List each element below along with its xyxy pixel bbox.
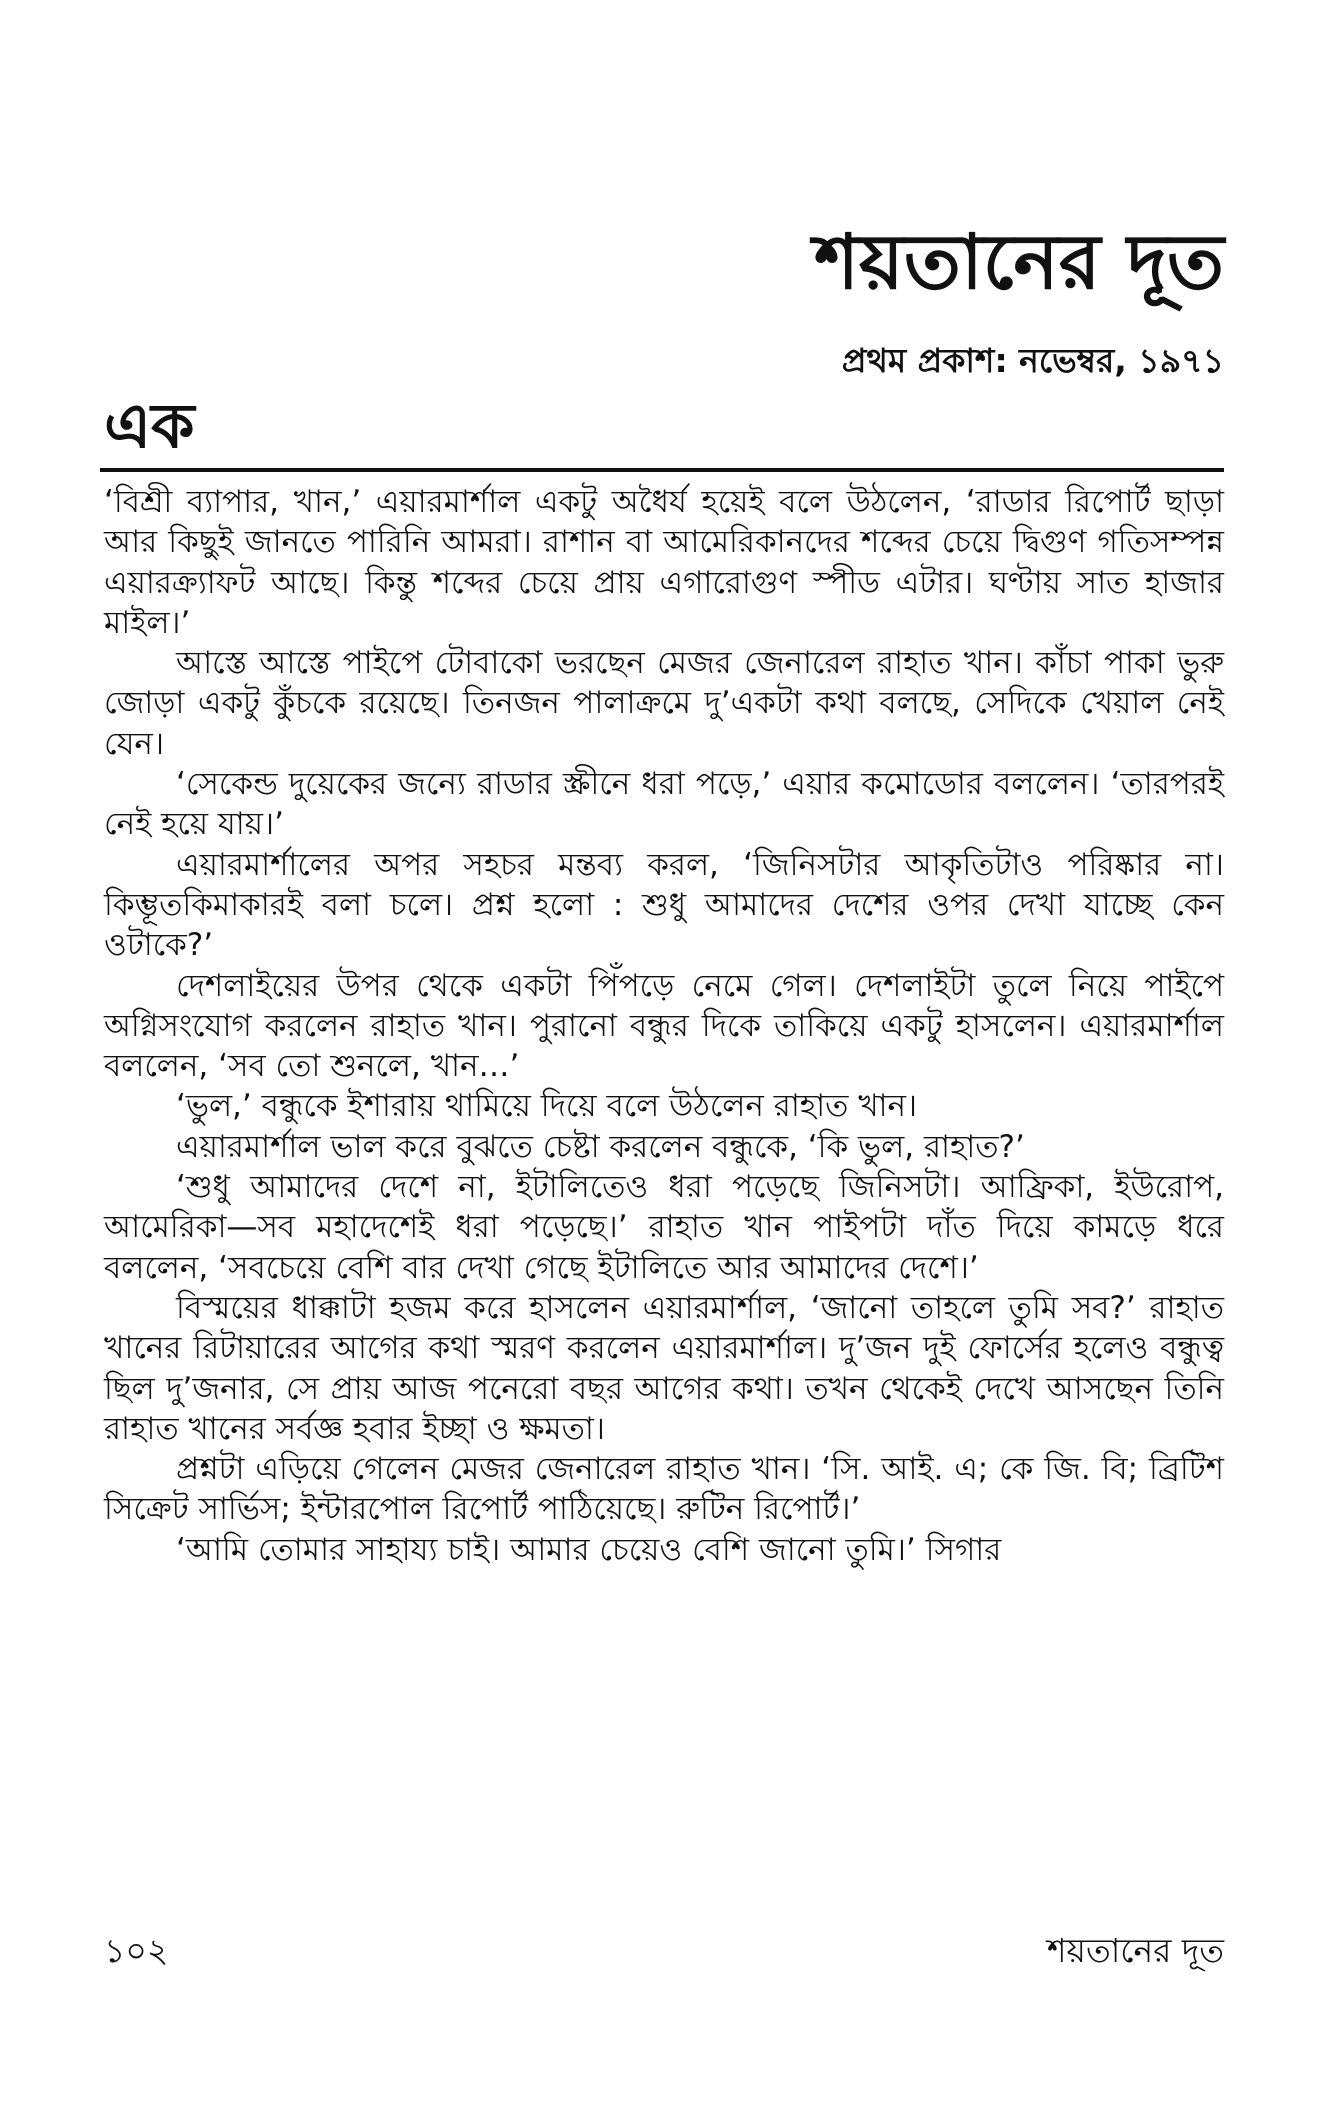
running-title: শয়তানের দূত [1047,1931,1224,1970]
paragraph: দেশলাইয়ের উপর থেকে একটা পিঁপড়ে নেমে গেল। দেশলাইটা তুলে নিয়ে পাইপে অগ্নিসংযোগ করলেন রাহাত খান। পুরানো বন্ধুর দিকে তাকিয়ে একটু হাসলেন। এয়ারমার্শাল বললেন, ‘সব তো শুনলে, খান…’ [104,967,1224,1085]
paragraph: আস্তে আস্তে পাইপে টোবাকো ভরছেন মেজর জেনারেল রাহাত খান। কাঁচা পাকা ভুরু জোড়া একটু কুঁচকে রয়েছে। তিনজন পালাক্রমে দু’একটা কথা বলছে, সেদিকে খেয়াল নেই যেন। [104,645,1224,762]
paragraph: এয়ারমার্শালের অপর সহচর মন্তব্য করল, ‘জিনিসটার আকৃতিটাও পরিষ্কার না। কিম্ভূতকিমাকারই বলা চলে। প্রশ্ন হলো : শুধু আমাদের দেশের ওপর দেখা যাচ্ছে কেন ওটাকে?’ [104,846,1224,964]
paragraph: বিস্ময়ের ধাক্কাটা হজম করে হাসলেন এয়ারমার্শাল, ‘জানো তাহলে তুমি সব?’ রাহাত খানের রিটায়ারের আগের কথা স্মরণ করলেন এয়ারমার্শাল। দু’জন দুই ফোর্সের হলেও বন্ধুত্ব ছিল দু’জনার, সে প্রায় আজ পনেরো বছর আগের কথা। তখন থেকেই দেখে আসছেন তিনি রাহাত খানের সর্বজ্ঞ হবার ইচ্ছা ও ক্ষমতা। [104,1289,1224,1447]
paragraph: ‘ভুল,’ বন্ধুকে ইশারায় থামিয়ে দিয়ে বলে উঠলেন রাহাত খান। [176,1088,918,1125]
publication-line: প্রথম প্রকাশ: নভেম্বর, ১৯৭১ [841,341,1224,380]
paragraph: ‘আমি তোমার সাহায্য চাই। আমার চেয়েও বেশি জানো তুমি।’ সিগার [176,1531,1002,1568]
chapter-divider [100,468,1224,472]
paragraph: এয়ারমার্শাল ভাল করে বুঝতে চেষ্টা করলেন বন্ধুকে, ‘কি ভুল, রাহাত?’ [176,1128,1025,1165]
paragraph: ‘বিশ্রী ব্যাপার, খান,’ এয়ারমার্শাল একটু অধৈর্য হয়েই বলে উঠলেন, ‘রাডার রিপোর্ট ছাড়া আর কিছুই জানতে পারিনি আমরা। রাশান বা আমেরিকানদের শব্দের চেয়ে দ্বিগুণ গতিসম্পন্ন এয়ারক্র্যাফট আছে। কিন্তু শব্দের চেয়ে প্রায় এগারোগুণ স্পীড এটার। ঘণ্টায় সাত হাজার মাইল।’ [104,484,1224,641]
chapter-heading: এক [104,389,195,462]
paragraph: ‘শুধু আমাদের দেশে না, ইটালিতেও ধরা পড়েছে জিনিসটা। আফ্রিকা, ইউরোপ, আমেরিকা—সব মহাদেশেই ধরা পড়েছে।’ রাহাত খান পাইপটা দাঁত দিয়ে কামড়ে ধরে বললেন, ‘সবচেয়ে বেশি বার দেখা গেছে ইটালিতে আর আমাদের দেশে।’ [104,1169,1224,1286]
book-title: শয়তানের দূত [814,217,1224,306]
body-text [104,482,1224,1570]
paragraph: ‘সেকেন্ড দুয়েকের জন্যে রাডার স্ক্রীনে ধরা পড়ে,’ এয়ার কমোডোর বললেন। ‘তারপরই নেই হয়ে যায়।’ [104,766,1224,843]
paragraph: প্রশ্নটা এড়িয়ে গেলেন মেজর জেনারেল রাহাত খান। ‘সি. আই. এ; কে জি. বি; ব্রিটিশ সিক্রেট সার্ভিস; ইন্টারপোল রিপোর্ট পাঠিয়েছে। রুটিন রিপোর্ট।’ [104,1451,1224,1528]
page-number: ১০২ [104,1931,169,1970]
